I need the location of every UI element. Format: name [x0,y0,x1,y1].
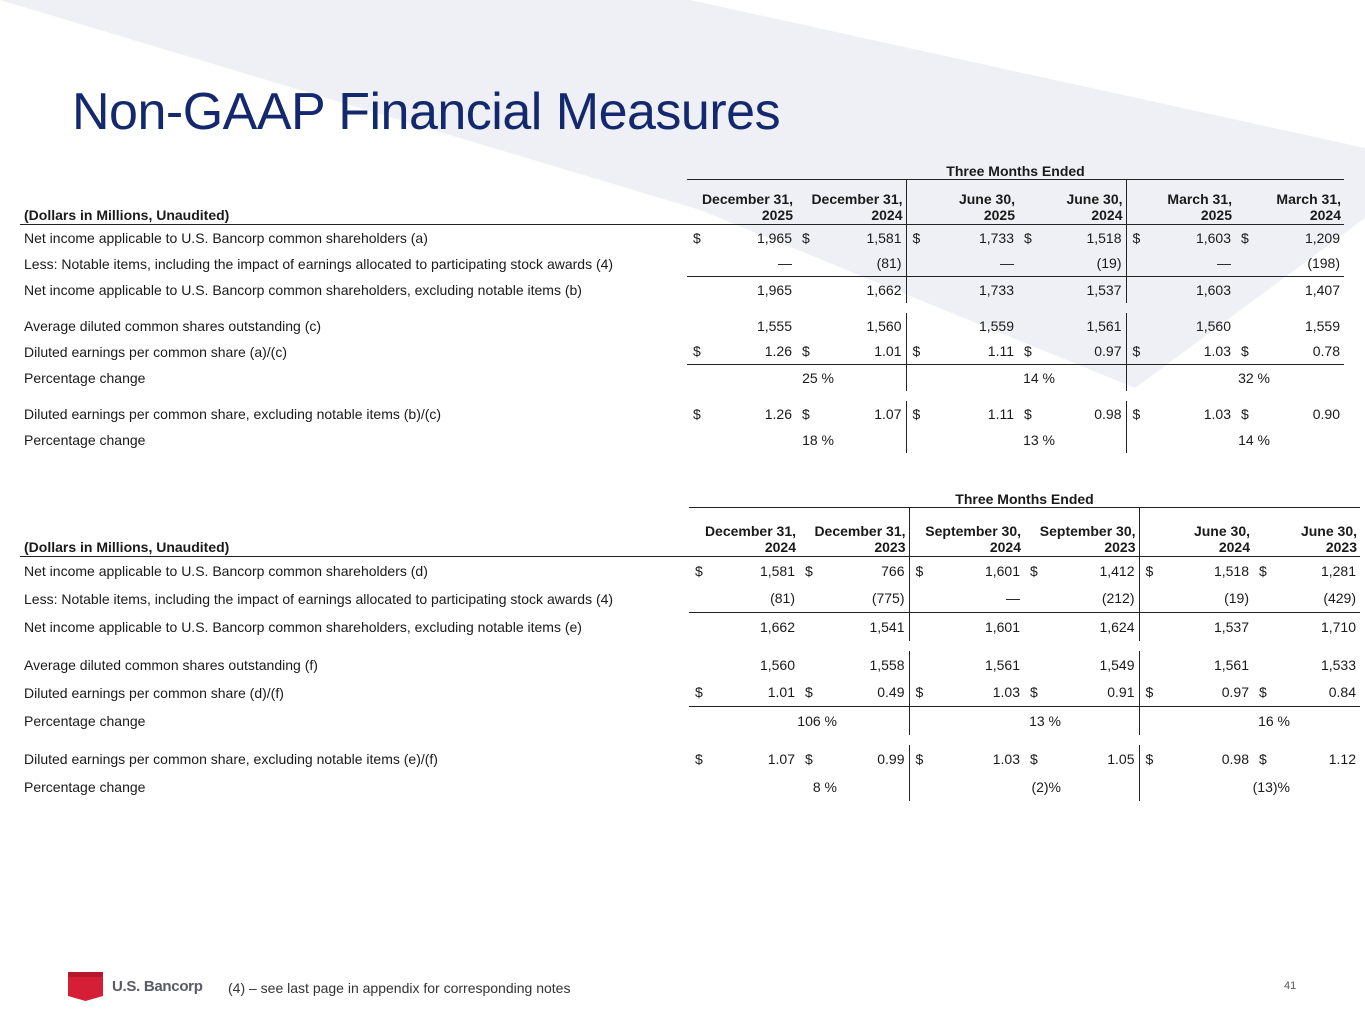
value-cell: 1,560 [1195,317,1231,334]
value-cell: 0.97 [1055,339,1126,365]
currency-symbol: $ [909,556,944,585]
column-header-line1: December 31, [814,522,906,539]
value-cell: 1,662 [759,618,795,635]
table-row [20,224,1344,251]
currency-symbol [1018,251,1055,277]
value-cell: 1.05 [1107,750,1135,767]
value-cell: 0.91 [1061,679,1139,707]
currency-symbol: $ [1235,339,1270,365]
percentage-change-cell: (13)% [1139,773,1290,801]
value-cell: — [940,251,1018,277]
currency-symbol: $ [1030,562,1038,579]
currency-symbol [1126,313,1164,339]
column-header-line1: September 30, [1039,522,1136,539]
column-header-line2: 2024 [764,538,796,555]
value-cell: 1.12 [1328,750,1356,767]
percentage-change-cell: 14 % [1126,427,1270,453]
currency-symbol: $ [687,339,722,365]
column-header [906,180,1018,225]
column-header-line2: 2023 [1325,538,1357,555]
value-cell: 1.26 [764,405,792,422]
value-cell: (429) [1290,585,1360,613]
table-row [20,313,1344,339]
row-label: Diluted earnings per common share (d)/(f) [24,684,284,701]
currency-symbol: $ [906,224,940,251]
empty-cell [1055,365,1126,391]
currency-symbol: $ [799,679,837,707]
percentage-change-cell: 106 % [797,712,837,729]
spacer-row [20,641,1360,651]
column-header [1018,180,1126,225]
column-header-line2: 2025 [761,206,793,223]
currency-symbol: $ [689,679,724,707]
column-header-line2: 2024 [871,206,903,223]
financial-table-2 [20,488,1360,801]
empty-cell [1290,773,1360,801]
page-number: 41 [1284,980,1297,992]
value-cell: 1,965 [756,281,792,298]
value-cell: — [1164,251,1235,277]
value-cell: 0.84 [1290,679,1360,707]
currency-symbol [687,251,722,277]
value-cell: 1,537 [1213,618,1249,635]
value-cell: 1.01 [724,679,799,707]
currency-symbol [1126,277,1164,303]
column-header [687,180,796,225]
column-header [1253,508,1360,557]
value-cell: (81) [834,251,906,277]
column-header [796,180,906,225]
currency-symbol [687,277,722,303]
row-label: Percentage change [24,431,146,448]
currency-symbol [1253,613,1290,641]
currency-symbol: $ [805,750,813,767]
empty-cell [1290,707,1360,735]
table-row [20,251,1344,277]
value-cell: 1,549 [1099,656,1135,673]
column-header [1024,508,1139,557]
currency-symbol: $ [1024,229,1032,246]
currency-symbol: $ [1024,679,1061,707]
percentage-change-cell: 18 % [802,431,834,448]
column-header-line2: 2023 [1104,538,1136,555]
column-header-line1: June 30, [1066,190,1123,207]
column-header [1126,180,1235,225]
value-cell: 1,733 [978,229,1014,246]
currency-symbol [687,313,722,339]
table-row [20,745,1360,773]
value-cell: 1,518 [1213,562,1249,579]
value-cell: 1.07 [874,405,902,422]
currency-symbol [909,613,944,641]
value-cell: 0.97 [1176,679,1253,707]
currency-symbol: $ [695,562,703,579]
row-label: Net income applicable to U.S. Bancorp common shareholders (a) [24,229,428,246]
spacer-row [20,303,1344,313]
currency-symbol: $ [1126,339,1164,365]
empty-cell [1061,773,1139,801]
value-cell: 1,603 [1195,281,1231,298]
currency-symbol [1235,277,1270,303]
currency-symbol: $ [1241,405,1249,422]
currency-symbol: $ [1126,401,1164,427]
column-header-line1: December 31, [811,190,903,207]
value-cell: 1,965 [756,229,792,246]
table-row [20,585,1360,613]
empty-cell [1270,427,1344,453]
currency-symbol [1126,251,1164,277]
table-row [20,339,1344,365]
value-cell: 1,541 [869,618,905,635]
value-cell: 1,533 [1320,656,1356,673]
caption-spacer [20,488,689,508]
column-header-line2: 2023 [874,538,906,555]
table-row [20,613,1360,641]
value-cell: 0.78 [1270,339,1344,365]
currency-symbol: $ [693,405,701,422]
currency-symbol [799,613,837,641]
caption-spacer [20,161,687,180]
currency-symbol: $ [1253,679,1290,707]
row-label: Diluted earnings per common share, excluding notable items (e)/(f) [24,750,438,767]
value-cell: 1,559 [978,317,1014,334]
currency-symbol [796,313,834,339]
table-row [20,427,1344,453]
table-row [20,556,1360,585]
percentage-change-cell: (2)% [909,773,1061,801]
logo-text: U.S. Bancorp [112,978,203,995]
column-header [1235,180,1344,225]
value-cell: — [944,585,1024,613]
column-header-line1: March 31, [1276,190,1341,207]
value-cell: 1.03 [1203,405,1231,422]
spacer-row [20,735,1360,745]
value-cell: 0.98 [1221,750,1249,767]
currency-symbol [906,313,940,339]
table-row [20,401,1344,427]
currency-symbol [689,585,724,613]
row-label: Average diluted common shares outstanding (f) [24,656,318,673]
caption-row [20,488,1360,508]
value-cell: 1,209 [1304,229,1340,246]
currency-symbol: $ [1241,229,1249,246]
column-header-line1: March 31, [1167,190,1232,207]
currency-symbol: $ [693,229,701,246]
currency-symbol: $ [909,679,944,707]
row-label: Net income applicable to U.S. Bancorp common shareholders, excluding notable items (e) [24,618,582,635]
value-cell: 1,412 [1099,562,1135,579]
value-cell: 1,518 [1086,229,1122,246]
value-cell: 1.26 [722,339,796,365]
currency-symbol [799,651,837,679]
column-header [799,508,909,557]
value-cell: 1.03 [992,750,1020,767]
empty-cell [837,773,909,801]
value-cell: 1,581 [759,562,795,579]
value-cell: (19) [1055,251,1126,277]
value-cell: 1,561 [1213,656,1249,673]
value-cell: 1,601 [984,618,1020,635]
row-label: Percentage change [24,369,146,386]
empty-cell [1270,365,1344,391]
currency-symbol [796,251,834,277]
currency-symbol: $ [1139,745,1176,773]
value-cell: 1,561 [984,656,1020,673]
table-row [20,773,1360,801]
column-header [909,508,1024,557]
percentage-change-cell: 8 % [812,778,837,795]
row-label: Less: Notable items, including the impact of earnings allocated to participating stock awards (4) [24,590,614,607]
value-cell: 1,710 [1320,618,1356,635]
currency-symbol: $ [802,229,810,246]
column-header-line1: December 31, [704,522,796,539]
value-cell: 1.07 [767,750,795,767]
value-cell: 0.90 [1312,405,1340,422]
value-cell: 766 [881,562,905,579]
column-header-line1: September 30, [925,522,1021,539]
value-cell: 1,603 [1195,229,1231,246]
currency-symbol [1024,651,1061,679]
currency-symbol [799,585,837,613]
currency-symbol [689,613,724,641]
value-cell: (81) [724,585,799,613]
percentage-change-cell: 32 % [1126,365,1270,391]
value-cell: 1.11 [987,405,1014,422]
currency-symbol: $ [1024,405,1032,422]
column-header-line2: 2024 [1309,206,1341,223]
currency-symbol: $ [796,339,834,365]
currency-symbol [1024,585,1061,613]
column-header-line1: June 30, [1300,522,1357,539]
percentage-change-cell: 16 % [1139,707,1290,735]
value-cell: 1,560 [866,317,902,334]
value-cell: 1,581 [866,229,902,246]
row-label: Diluted earnings per common share, excluding notable items (b)/(c) [24,405,442,422]
column-header-line1: June 30, [958,190,1015,207]
financial-table-1 [20,161,1344,453]
currency-symbol [909,585,944,613]
value-cell: 1.11 [940,339,1018,365]
empty-cell [837,707,909,735]
row-label: Percentage change [24,778,146,795]
currency-symbol: $ [805,562,813,579]
currency-symbol: $ [1259,562,1267,579]
empty-cell [1061,707,1139,735]
column-header [1139,508,1253,557]
currency-symbol: $ [906,401,940,427]
currency-symbol: $ [1126,224,1164,251]
caption-row [20,161,1344,180]
value-cell: 1,537 [1086,281,1122,298]
currency-symbol [909,651,944,679]
spacer-row [20,391,1344,401]
currency-symbol [1018,313,1055,339]
currency-symbol [689,651,724,679]
value-cell: (775) [837,585,909,613]
table-row [20,365,1344,391]
currency-symbol: $ [1139,556,1176,585]
currency-symbol [1024,613,1061,641]
units-header: (Dollars in Millions, Unaudited) [20,180,687,225]
currency-symbol [1018,277,1055,303]
percentage-change-cell: 13 % [906,427,1055,453]
currency-symbol [906,251,940,277]
currency-symbol: $ [1030,750,1038,767]
value-cell: 1,662 [866,281,902,298]
value-cell: (212) [1061,585,1139,613]
currency-symbol: $ [695,750,703,767]
table-row [20,277,1344,303]
column-header [689,508,799,557]
value-cell: 1,555 [756,317,792,334]
currency-symbol [1253,585,1290,613]
percentage-change-cell: 13 % [909,707,1061,735]
table-row [20,707,1360,735]
value-cell: 1,558 [869,656,905,673]
currency-symbol [906,277,940,303]
empty-cell [1055,427,1126,453]
currency-symbol [1235,313,1270,339]
currency-symbol [1235,251,1270,277]
table-caption: Three Months Ended [689,488,1360,508]
value-cell: (198) [1270,251,1344,277]
currency-symbol [1139,613,1176,641]
column-header-line1: December 31, [701,190,793,207]
units-header: (Dollars in Millions, Unaudited) [20,508,689,557]
footnote: (4) – see last page in appendix for corresponding notes [228,980,571,996]
value-cell: 1,407 [1304,281,1340,298]
header-row [20,508,1360,557]
value-cell: 0.99 [877,750,905,767]
value-cell: 0.49 [837,679,909,707]
table-row [20,651,1360,679]
value-cell: 0.98 [1094,405,1122,422]
row-label: Diluted earnings per common share (a)/(c) [24,343,287,360]
row-label: Average diluted common shares outstanding (c) [24,317,322,334]
row-label: Percentage change [24,712,146,729]
value-cell: 1,561 [1086,317,1122,334]
currency-symbol: $ [1018,339,1055,365]
column-header-line2: 2025 [983,206,1015,223]
percentage-change-cell: 25 % [802,369,834,386]
value-cell: 1,733 [978,281,1014,298]
value-cell: 1,624 [1099,618,1135,635]
table-caption: Three Months Ended [687,161,1344,180]
empty-cell [834,427,906,453]
currency-symbol: $ [802,405,810,422]
value-cell: 1,601 [984,562,1020,579]
currency-symbol: $ [906,339,940,365]
value-cell: 1.03 [944,679,1024,707]
currency-symbol [796,277,834,303]
value-cell: 1.03 [1164,339,1235,365]
row-label: Net income applicable to U.S. Bancorp common shareholders (d) [24,562,428,579]
currency-symbol [1139,651,1176,679]
value-cell: 1,281 [1320,562,1356,579]
value-cell: 1,560 [759,656,795,673]
empty-cell [834,365,906,391]
column-header-line2: 2024 [1091,206,1123,223]
currency-symbol: $ [1259,750,1267,767]
value-cell: 1.01 [834,339,906,365]
table-row [20,679,1360,707]
header-row [20,180,1344,225]
us-bancorp-logo [68,972,203,1001]
shield-logo-icon [68,972,103,1001]
value-cell: (19) [1176,585,1253,613]
column-header-line2: 2024 [1218,538,1250,555]
currency-symbol: $ [1139,679,1176,707]
currency-symbol [1139,585,1176,613]
currency-symbol [1253,651,1290,679]
row-label: Less: Notable items, including the impact of earnings allocated to participating stock awards (4) [24,255,614,272]
page-title: Non-GAAP Financial Measures [72,83,781,141]
value-cell: 1,559 [1304,317,1340,334]
column-header-line1: June 30, [1193,522,1250,539]
currency-symbol: $ [909,745,944,773]
column-header-line2: 2024 [989,538,1021,555]
value-cell: — [722,251,796,277]
column-header-line2: 2025 [1200,206,1232,223]
percentage-change-cell: 14 % [906,365,1055,391]
row-label: Net income applicable to U.S. Bancorp common shareholders, excluding notable items (b) [24,281,582,298]
